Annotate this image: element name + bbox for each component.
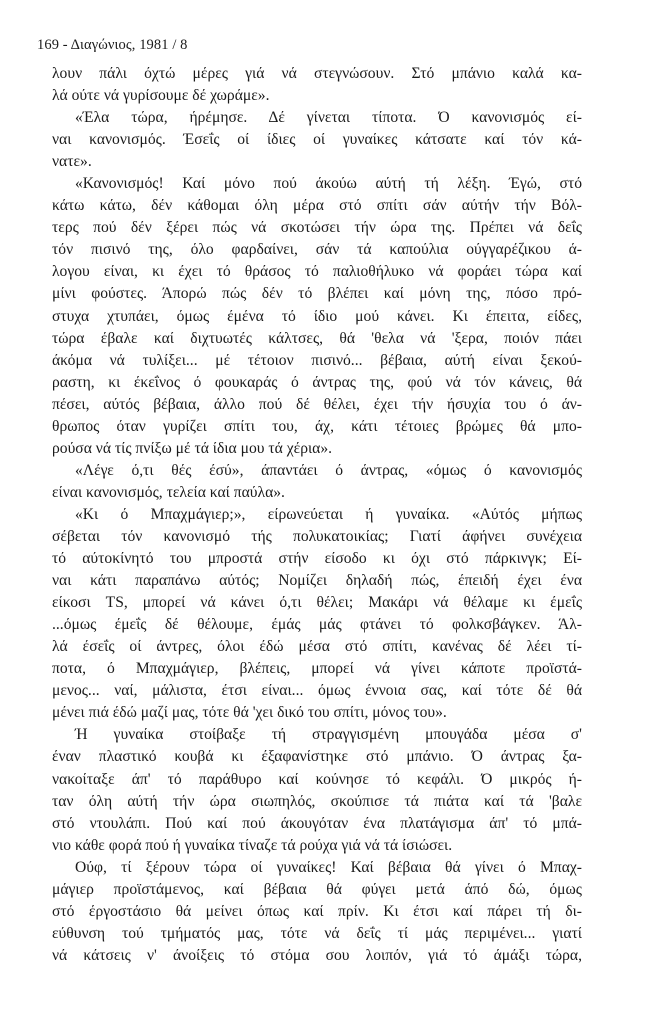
text-line: λουν πάλι όχτώ μέρες γιά νά στεγνώσουν. Στό μπάνιο καλά κα-	[52, 65, 582, 82]
text-line: μένει πιά έδώ μαζί μας, τότε θά 'χει δικό του σπίτι, μόνος του».	[52, 704, 447, 722]
text-line: θρωπος όταν γυρίζει σπίτι του, άχ, κάτι τέτοιες βρώμες θά μπο-	[52, 417, 582, 435]
text-line: πέσει, αύτός βέβαια, άλλο πού δέ θέλει, έχει τήν ήσυχία του ό άν-	[52, 395, 582, 413]
text-line: ...όμως έμεΐς δέ θέλουμε, έμάς μάς φτάνει τό φολκσβάγκεν. Άλ-	[52, 616, 582, 634]
text-line: «Έλα τώρα, ήρέμησε. Δέ γίνεται τίποτα. Ό κανονισμός εί-	[75, 109, 582, 127]
text-line: στυχα χτυπάει, όμως έμένα τό ίδιο μού κάνει. Κι έπειτα, είδες,	[52, 307, 582, 325]
text-line: λά έσεΐς οί άντρες, όλοι έδώ μέσα στό σπίτι, κανένας δέ λέει τί-	[52, 638, 582, 656]
text-body	[52, 63, 582, 967]
text-line: νά κάτσεις ν' άνοίξεις τό στόμα σου λοιπόν, γιά τό άμάξι τώρα,	[52, 946, 582, 964]
text-line: τώρα έβαλε καί διχτυωτές κάλτσες, θά 'θελα νά 'ξερα, ποιόν πάει	[52, 329, 582, 347]
text-line: είναι κανονισμός, τελεία καί παύλα».	[52, 483, 285, 501]
text-line: μενος... ναί, μάλιστα, έτσι είναι... όμως έννοια σας, καί τότε δέ θά	[52, 682, 582, 700]
text-line: νιο κάθε φορά πού ή γυναίκα τίναζε τά ρούχα γιά νά τά ίσιώσει.	[52, 836, 453, 854]
text-line: τόν πισινό της, όλο φαρδαίνει, σάν τά καπούλια ούγγαρέζικου ά-	[52, 241, 582, 259]
text-line: σέβεται τόν κανονισμό τής πολυκατοικίας; Γιατί άφήνει συνέχεια	[52, 527, 582, 545]
text-line: τερς πού δέν ξέρει πώς νά σκοτώσει τήν ώρα της. Πρέπει νά δεΐς	[52, 219, 582, 237]
text-line: έναν πλαστικό κουβά κι έξαφανίστηκε στό μπάνιο. Ό άντρας ξα-	[52, 748, 582, 766]
text-line: ποτα, ό Μπαχμάγιερ, βλέπεις, μπορεί νά γίνει κάποτε προϊστά-	[52, 660, 582, 678]
text-line: λογου είναι, κι έχει τό θράσος τό παλιοθήλυκο νά φοράει τώρα καί	[52, 263, 582, 281]
text-line: «Λέγε ό,τι θές έσύ», άπαντάει ό άντρας, «όμως ό κανονισμός	[75, 461, 582, 479]
text-line: είκοσι TS, μπορεί νά κάνει ό,τι θέλει; Μακάρι νά θέλαμε κι έμεΐς	[52, 594, 582, 612]
text-line: Ούφ, τί ξέρουν τώρα οί γυναίκες! Καί βέβαια θά γίνει ό Μπαχ-	[75, 858, 582, 876]
text-line: ναι κάτι παραπάνω αύτός; Νομίζει δηλαδή πώς, έπειδή έχει ένα	[52, 572, 582, 590]
text-line: κάτω κάτω, δέν κάθομαι όλη μέρα στό σπίτι σάν αύτήν τήν Βόλ-	[52, 197, 582, 215]
text-line: άκόμα νά τυλίξει... μέ τέτοιον πισινό... βέβαια, αύτή είναι ξεκού-	[52, 351, 582, 369]
text-line: τό αύτοκίνητό του μπροστά στήν είσοδο κι όχι στό πάρκινγκ; Εί-	[52, 550, 582, 568]
text-line: στό ντουλάπι. Πού καί πού άκουγόταν ένα πλατάγισμα άπ' τό μπά-	[52, 814, 582, 832]
text-line: «Κανονισμός! Καί μόνο πού άκούω αύτή τή λέξη. Έγώ, στό	[75, 175, 582, 193]
text-line: ταν όλη αύτή τήν ώρα σιωπηλός, σκούπισε τά πιάτα καί τά 'βαλε	[52, 792, 582, 810]
text-line: μίνι φούστες. Άπορώ πώς δέν τό βλέπει καί μόνη της, πόσο πρό-	[52, 285, 582, 303]
text-line: ραστη, κι έκεΐνος ό φουκαράς ό άντρας της, φού νά τόν κάνεις, θά	[52, 373, 582, 391]
text-line: στό έργοστάσιο θά μείνει όπως καί πρίν. Κι έτσι καί πάρει τή δι-	[52, 902, 582, 920]
text-line: «Κι ό Μπαχμάγιερ;», είρωνεύεται ή γυναίκα. «Αύτός μήπως	[75, 505, 582, 523]
text-line: λά ούτε νά γυρίσουμε δέ χωράμε».	[52, 87, 270, 105]
text-line: νακοίταξε άπ' τό παράθυρο καί κούνησε τό κεφάλι. Ό μικρός ή-	[52, 770, 582, 788]
text-line: μάγιερ προϊστάμενος, καί βέβαια θά φύγει μετά άπό δώ, όμως	[52, 880, 582, 898]
text-line: ρούσα νά τίς πνίξω μέ τά ίδια μου τά χέρια».	[52, 439, 333, 457]
text-line: εύθυνση τού τμήματός μας, τότε νά δεΐς τί μάς περιμένει... γιατί	[52, 924, 582, 942]
text-line: νατε».	[52, 153, 92, 171]
text-line: Ή γυναίκα στοίβαξε τή στραγγισμένη μπουγάδα μέσα σ'	[75, 726, 582, 744]
running-header: 169 - Διαγώνιος, 1981 / 8	[37, 37, 188, 53]
text-line: ναι κανονισμός. Έσεΐς οί ίδιες οί γυναίκες κάτσατε καί τόν κά-	[52, 131, 582, 149]
